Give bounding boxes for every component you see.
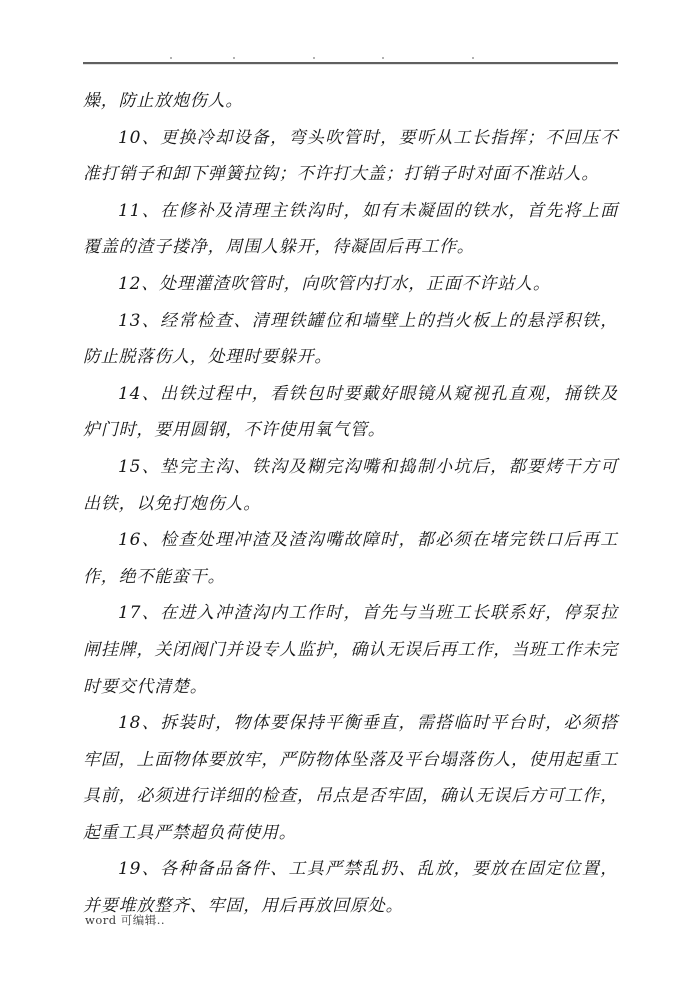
paragraph: 11、在修补及清理主铁沟时，如有未凝固的铁水，首先将上面覆盖的渣子搂净，周围人躲开，待凝固后再工作。 [83, 200, 618, 258]
header-artifact-dot [313, 57, 315, 59]
document-body [83, 83, 618, 925]
paragraph: 16、检查处理冲渣及渣沟嘴故障时，都必须在堵完铁口后再工作，绝不能蛮干。 [83, 530, 618, 587]
paragraph: 10、更换冷却设备，弯头吹管时，要听从工长指挥；不回压不准打销子和卸下弹簧拉钩；不许打大盖；打销子时对面不准站人。 [83, 127, 618, 185]
header-artifact-dot [472, 57, 474, 59]
header-artifact-dot [382, 57, 384, 59]
header-artifact-dot [233, 57, 235, 59]
paragraph: 13、经常检查、清理铁罐位和墙壁上的挡火板上的悬浮积铁，防止脱落伤人，处理时要躲开。 [83, 310, 618, 368]
header-rule-line [83, 62, 618, 64]
paragraph: 燥，防止放炮伤人。 [83, 91, 244, 111]
paragraph: 18、拆装时，物体要保持平衡垂直，需搭临时平台时，必须搭牢固，上面物体要放牢，严防物体坠落及平台塌落伤人，使用起重工具前，必须进行详细的检查，吊点是否牢固，确认无误后方可工作，起重工具严禁超负荷使用。 [83, 713, 618, 843]
page-footer [85, 912, 165, 928]
paragraph: 17、在进入冲渣沟内工作时，首先与当班工长联系好，停泵拉闸挂牌，关闭阀门并设专人监护，确认无误后再工作，当班工作未完时要交代清楚。 [83, 603, 618, 697]
paragraph: 12、处理灌渣吹管时，向吹管内打水，正面不许站人。 [118, 273, 551, 294]
header-artifact-dot [170, 57, 172, 59]
paragraph: 15、垫完主沟、铁沟及糊完沟嘴和捣制小坑后，都要烤干方可出铁，以免打炮伤人。 [83, 456, 618, 514]
paragraph: 19、各种备品备件、工具严禁乱扔、乱放，要放在固定位置，并要堆放整齐、牢固，用后再放回原处。 [83, 859, 618, 917]
footer-watermark: word 可编辑.. [85, 913, 166, 927]
paragraph: 14、出铁过程中，看铁包时要戴好眼镜从窥视孔直观，捅铁及炉门时，要用圆钢，不许使用氧气管。 [83, 383, 618, 441]
